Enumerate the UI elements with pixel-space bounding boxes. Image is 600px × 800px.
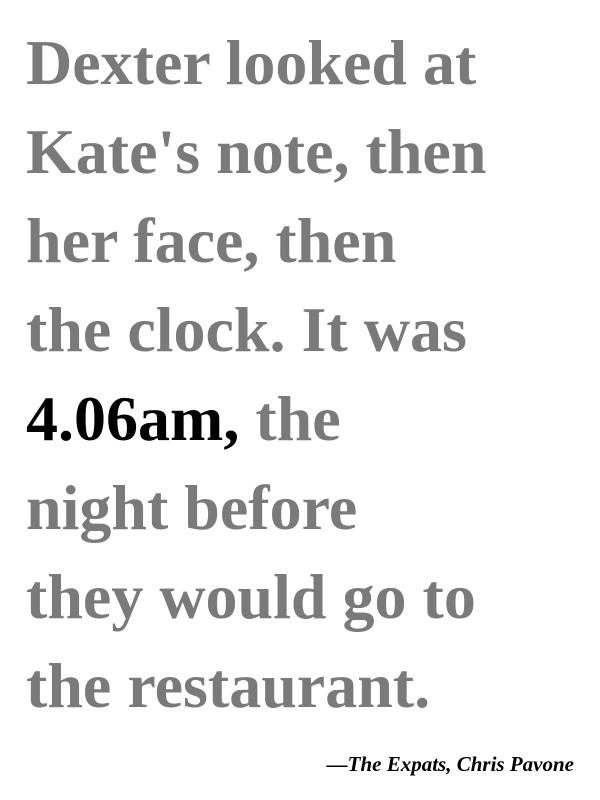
quote-line-7: they would go to [26, 561, 476, 632]
quote-line-4: the clock. It was [26, 294, 467, 365]
quote-line-5-tail: the [239, 383, 341, 454]
quote-line-1: Dexter looked at [26, 27, 477, 98]
time-highlight: 4.06am, [26, 383, 240, 454]
quote-line-2: Kate's note, then [26, 116, 487, 187]
quote-text [26, 18, 586, 730]
quote-line-3: her face, then [26, 205, 397, 276]
quote-line-6: night before [26, 472, 358, 543]
quote-line-5 [26, 374, 586, 463]
quote-line-8: the restaurant. [26, 650, 431, 721]
attribution: —The Expats, Chris Pavone [326, 752, 574, 776]
quote-container [26, 18, 586, 730]
